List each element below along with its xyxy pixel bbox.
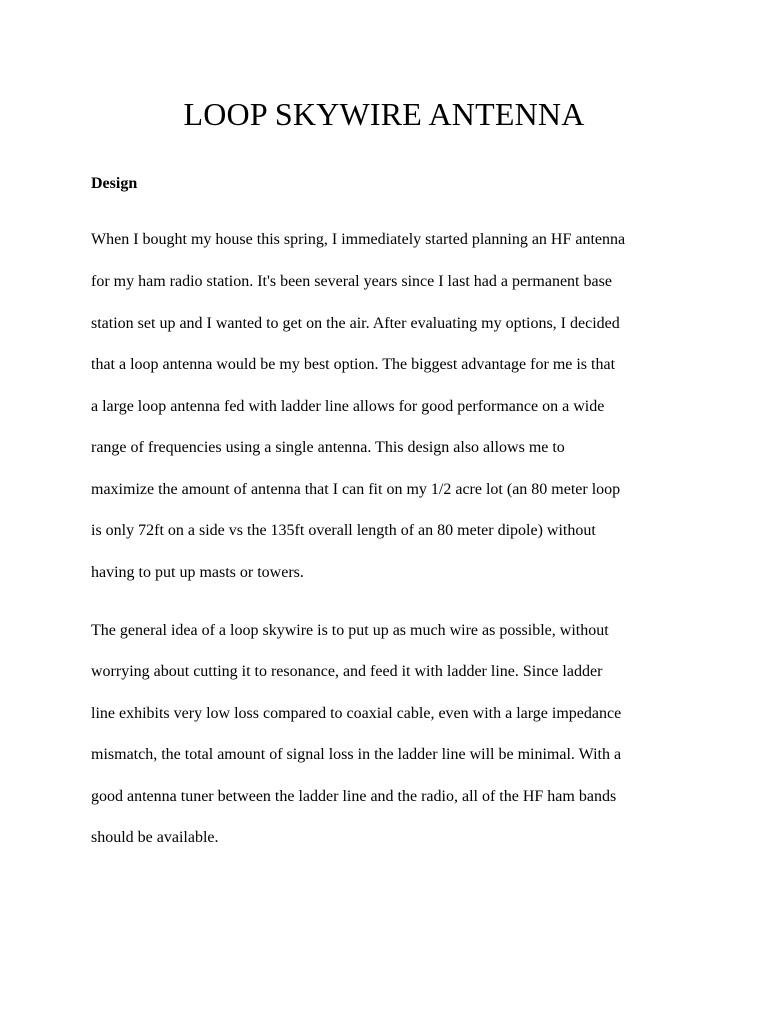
text-line: for my ham radio station. It's been several years since I last had a permanent base [91,273,612,290]
text-line: range of frequencies using a single antenna. This design also allows me to [91,439,565,456]
text-line: a large loop antenna fed with ladder line allows for good performance on a wide [91,398,605,415]
section-heading: Design [91,175,138,192]
text-line: is only 72ft on a side vs the 135ft overall length of an 80 meter dipole) without [91,522,596,539]
document-title: LOOP SKYWIRE ANTENNA [183,96,585,132]
text-line: maximize the amount of antenna that I can fit on my 1/2 acre lot (an 80 meter loop [91,481,621,498]
text-line: worrying about cutting it to resonance, and feed it with ladder line. Since ladder [91,663,603,680]
text-line: that a loop antenna would be my best option. The biggest advantage for me is that [91,356,616,373]
text-line: having to put up masts or towers. [91,564,304,581]
text-line: should be available. [91,829,219,846]
text-line: The general idea of a loop skywire is to put up as much wire as possible, without [91,622,609,639]
text-line: When I bought my house this spring, I immediately started planning an HF antenna [91,231,626,248]
text-line: line exhibits very low loss compared to coaxial cable, even with a large impedance [91,705,622,722]
text-line: good antenna tuner between the ladder line and the radio, all of the HF ham bands [91,788,617,805]
text-line: mismatch, the total amount of signal loss in the ladder line will be minimal. With a [91,746,622,763]
text-line: station set up and I wanted to get on the air. After evaluating my options, I decided [91,315,620,332]
